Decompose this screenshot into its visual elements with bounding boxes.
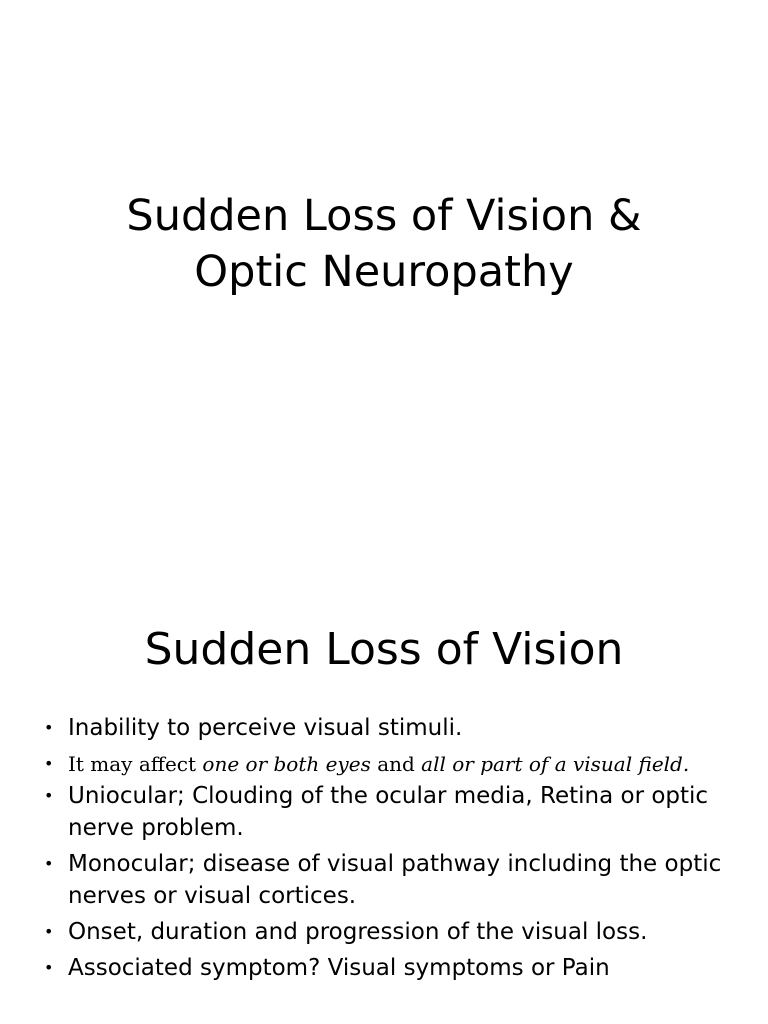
content-slide <box>0 576 768 1024</box>
bullet-text-italic: . <box>682 752 690 776</box>
list-item <box>40 712 730 744</box>
bullet-marker: • <box>44 854 54 873</box>
bullet-text-italic: one or both eyes <box>202 752 371 776</box>
bullet-text-plain: and <box>370 752 422 776</box>
list-item <box>40 748 730 780</box>
bullet-marker: • <box>44 922 54 941</box>
bullet-text: Inability to perceive visual stimuli. <box>68 715 463 741</box>
slide-title <box>0 188 768 300</box>
bullet-text-plain: It may affect <box>68 752 203 776</box>
title-line-1: Sudden Loss of Vision & <box>126 191 642 241</box>
bullet-marker: • <box>44 718 54 737</box>
title-line-2: Optic Neuropathy <box>194 247 574 297</box>
bullet-list <box>40 712 730 988</box>
list-item <box>40 916 730 948</box>
bullet-text: Associated symptom? Visual symptoms or Pain <box>68 955 610 981</box>
bullet-marker: • <box>44 958 54 977</box>
list-item <box>40 780 730 844</box>
list-item <box>40 848 730 912</box>
bullet-marker: • <box>44 786 54 805</box>
bullet-text-italic: all or part of a visual field <box>421 752 683 776</box>
slide-heading: Sudden Loss of Vision <box>144 624 624 675</box>
bullet-marker: • <box>44 754 54 773</box>
bullet-text: Uniocular; Clouding of the ocular media, Retina or optic nerve problem. <box>68 783 709 841</box>
bullet-text: Monocular; disease of visual pathway including the optic nerves or visual cortices. <box>68 851 722 909</box>
list-item <box>40 952 730 984</box>
bullet-text: Onset, duration and progression of the visual loss. <box>68 919 648 945</box>
